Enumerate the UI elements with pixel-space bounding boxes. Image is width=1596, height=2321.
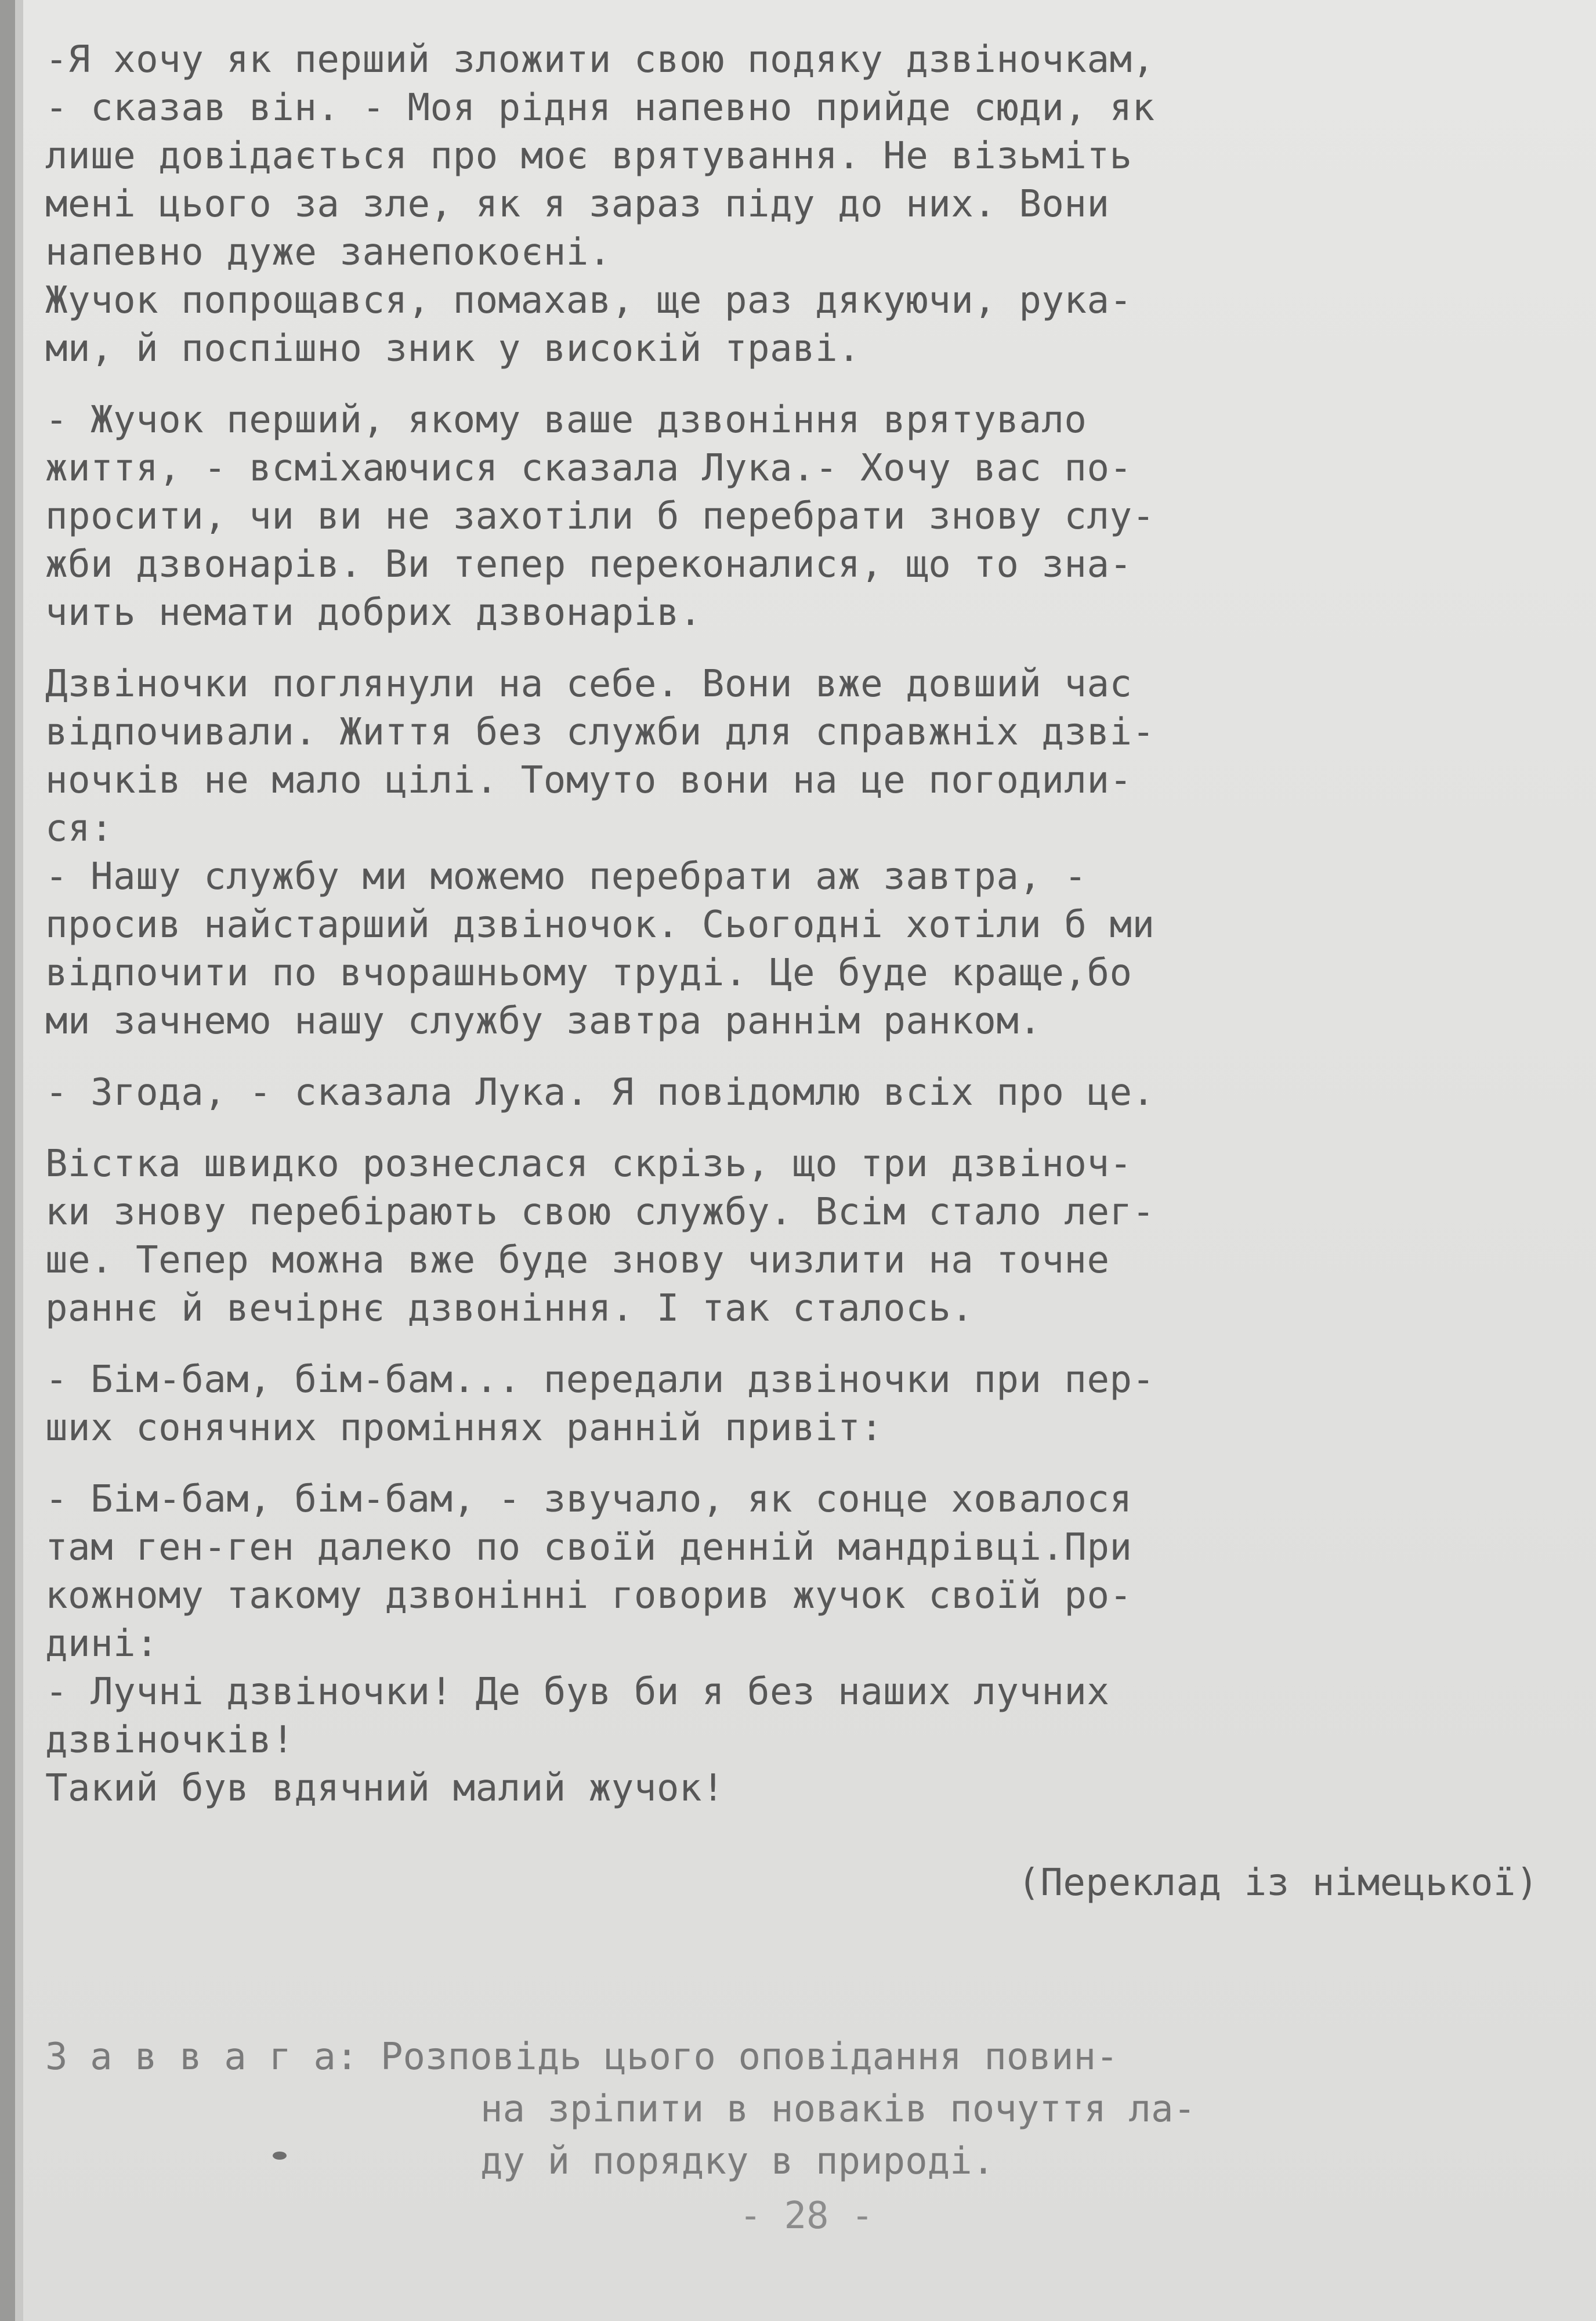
text-line: Дзвіночки поглянули на себе. Вони вже довший час [45, 663, 1132, 706]
text-line: просити, чи ви не захотіли б перебрати знову слу- [45, 495, 1155, 538]
text-line: ми, й поспішно зник у високій траві. [45, 327, 861, 370]
text-line: лише довідається про моє врятування. Не візьміть [45, 135, 1132, 178]
text-line: жби дзвонарів. Ви тепер переконалися, що то зна- [45, 543, 1132, 586]
text-line: ки знову перебірають свою службу. Всім стало лег- [45, 1191, 1155, 1234]
text-line: - Бім-бам, бім-бам... передали дзвіночки при пер- [45, 1358, 1155, 1401]
remark-line: Розповідь цього оповідання повин- [380, 2036, 1119, 2078]
text-line: дзвіночків! [45, 1719, 295, 1762]
remark-first-line [45, 2031, 1542, 2083]
text-line: -Я хочу як перший зложити свою подяку дзвіночкам, [45, 38, 1155, 81]
translation-note: (Переклад із німецької) [1018, 1861, 1539, 1904]
text-line: ми зачнемо нашу службу завтра раннім ранком. [45, 1000, 1042, 1043]
text-line: - сказав він. - Моя рідня напевно прийде сюди, як [45, 86, 1155, 129]
text-line: дині: [45, 1622, 159, 1665]
text-line: ших сонячних проміннях ранній привіт: [45, 1407, 884, 1449]
story-text [45, 36, 1542, 1907]
page-number: - 28 - [739, 2195, 874, 2237]
text-line: кожному такому дзвонінні говорив жучок своїй ро- [45, 1574, 1132, 1617]
text-line: відпочивали. Життя без служби для справжніх дзві- [45, 711, 1155, 754]
text-line: мені цього за зле, як я зараз піду до них. Вони [45, 183, 1110, 226]
text-line: ся: [45, 807, 114, 850]
text-line: ночків не мало цілі. Томуто вони на це погодили- [45, 759, 1132, 802]
text-line: чить немати добрих дзвонарів. [45, 591, 702, 634]
text-line: відпочити по вчорашньому труді. Це буде краще,бо [45, 952, 1132, 995]
text-line: просив найстарший дзвіночок. Сьогодні хотіли б ми [45, 903, 1155, 946]
text-line: - Бім-бам, бім-бам, - звучало, як сонце ховалося [45, 1478, 1132, 1521]
text-line: - Лучні дзвіночки! Де був би я без наших лучних [45, 1671, 1110, 1713]
ink-speck [273, 2152, 287, 2160]
text-line: там ген-ген далеко по своїй денній мандрівці.При [45, 1526, 1132, 1569]
remark-line: на зріпити в новаків почуття ла- [480, 2088, 1196, 2131]
text-line: раннє й вечірнє дзвоніння. І так сталось. [45, 1287, 974, 1330]
text-line: Жучок попрощався, помахав, ще раз дякуючи, рука- [45, 279, 1132, 322]
text-line: Такий був вдячний малий жучок! [45, 1767, 725, 1810]
text-line: напевно дуже занепокоєні. [45, 231, 611, 274]
page-edge-shadow [0, 0, 15, 2321]
page-edge-highlight [15, 0, 23, 2321]
text-line: - Згода, - сказала Лука. Я повідомлю всіх про це. [45, 1071, 1155, 1114]
text-line: Вістка швидко рознеслася скрізь, що три дзвіноч- [45, 1143, 1132, 1185]
text-line: життя, - всміхаючися сказала Лука.- Хочу вас по- [45, 447, 1132, 490]
text-line: ше. Тепер можна вже буде знову чизлити на точне [45, 1239, 1110, 1282]
text-line: - Жучок перший, якому ваше дзвоніння врятувало [45, 399, 1087, 442]
remark-line: ду й порядку в природі. [480, 2140, 995, 2183]
text-line: - Нашу службу ми можемо перебрати аж завтра, - [45, 855, 1087, 898]
remark-label: З а в в а г а: [45, 2036, 359, 2078]
remark-block [45, 2031, 1542, 2188]
